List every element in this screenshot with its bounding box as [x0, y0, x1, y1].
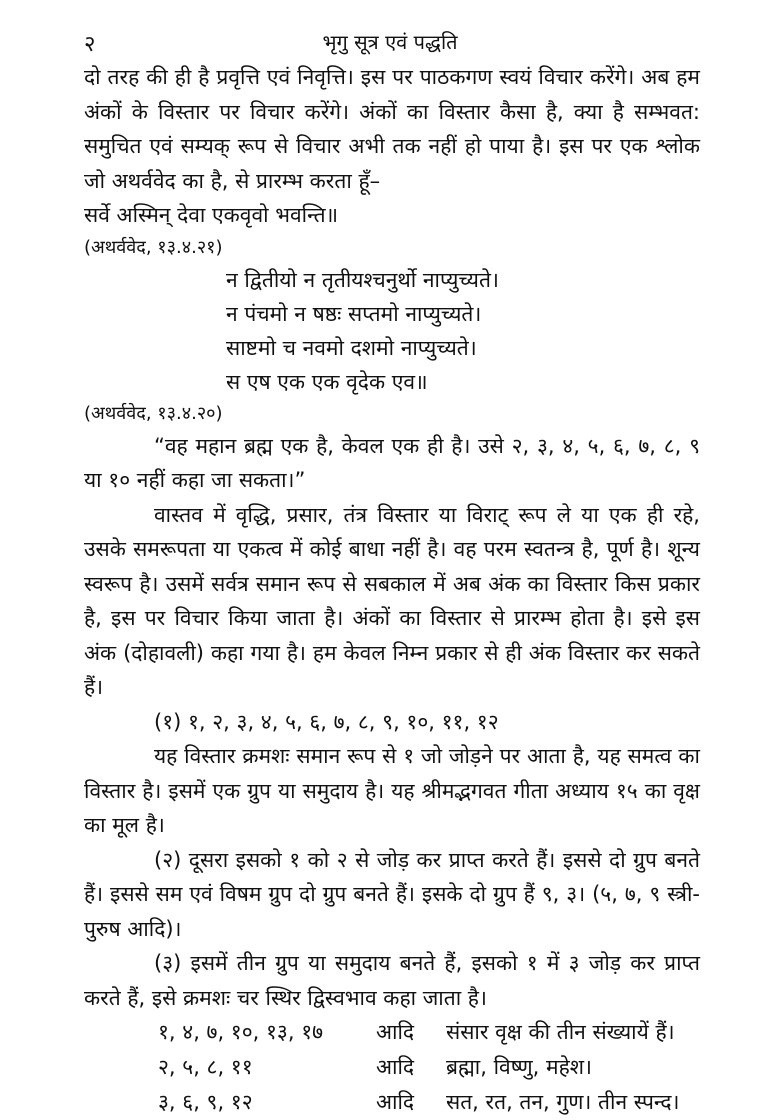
- sequence-line: (१) १, २, ३, ४, ५, ६, ७, ८, ९, १०, ११, १२: [154, 709, 499, 734]
- table-row: [158, 1015, 679, 1050]
- verse-line: न द्वितीयो न तृतीयश्चनुर्थो नाप्युच्यते।: [226, 267, 499, 292]
- adi-cell: आदि: [376, 1020, 415, 1045]
- quote-paragraph: “वह महान ब्रह्म एक है, केवल एक ही है। उसे २, ३, ४, ५, ६, ७, ८, ९ या १० नहीं कहा जा सकता।”: [84, 433, 700, 492]
- adi-cell: आदि: [376, 1055, 415, 1080]
- citation: (अथर्ववेद, १३.४.२०): [84, 402, 223, 424]
- body-paragraph: (३) इसमें तीन ग्रुप या समुदाय बनते हैं, इसको १ में ३ जोड़ कर प्राप्त करते हैं, इसे क्रमशः चर स्थिर द्विस्वभाव कहा जाता है।: [84, 951, 700, 1010]
- description-cell: सत, रत, तन, गुण। तीन स्पन्द।: [446, 1090, 680, 1115]
- numbers-cell: ३, ६, ९, १२: [158, 1090, 253, 1115]
- verse-line: न पंचमो न षष्ठः सप्तमो नाप्युच्यते।: [226, 301, 482, 326]
- verse-line: साष्टमो च नवमो दशमो नाप्युच्यते।: [226, 335, 477, 360]
- citation: (अथर्ववेद, १३.४.२१): [84, 236, 223, 258]
- adi-cell: आदि: [376, 1090, 415, 1115]
- verse-line: स एष एक एक वृदेक एव॥: [226, 369, 428, 394]
- verse-block: [84, 263, 700, 399]
- description-cell: संसार वृक्ष की तीन संख्यायें हैं।: [446, 1020, 675, 1045]
- numbers-cell: १, ४, ७, १०, १३, १७: [158, 1020, 324, 1045]
- body-paragraph: यह विस्तार क्रमशः समान रूप से १ जो जोड़ने पर आता है, यह समत्व का विस्तार है। इसमें एक ग्रुप या समुदाय है। यह श्रीमद्भगवत गीता अध्याय १५ का वृक्ष का मूल है।: [84, 744, 700, 837]
- page-body: [84, 60, 700, 1120]
- number-groups-table: [158, 1015, 679, 1120]
- page-header: [84, 28, 696, 58]
- body-paragraph: वास्तव में वृद्धि, प्रसार, तंत्र विस्तार या विराट् रूप ले या एक ही रहे, उसके समरूपता या एकत्व में कोई बाधा नहीं है। वह परम स्वतन्त्र है, पूर्ण है। शून्य स्वरूप है। उसमें सर्वत्र समान रूप से सबकाल में अब अंक का विस्तार किस प्रकार है, इस पर विचार किया जाता है। अंकों का विस्तार से प्रारम्भ होता है। इसे इस अंक (दोहावली) कहा गया है। हम केवल निम्न प्रकार से ही अंक विस्तार कर सकते हैं।: [84, 502, 700, 699]
- table-row: [158, 1050, 679, 1085]
- body-paragraph: (२) दूसरा इसको १ को २ से जोड़ कर प्राप्त करते हैं। इससे दो ग्रुप बनते हैं। इससे सम एवं विषम ग्रुप दो ग्रुप बनते हैं। इसके दो ग्रुप हैं ९, ३। (५, ७, ९ स्त्री-पुरुष आदि)।: [84, 847, 700, 941]
- page-number: २: [84, 32, 96, 57]
- numbers-cell: २, ५, ८, ११: [158, 1055, 253, 1080]
- description-cell: ब्रह्मा, विष्णु, महेश।: [446, 1055, 592, 1080]
- shloka-line: सर्वे अस्मिन् देवा एकवृवो भवन्ति॥: [84, 203, 339, 227]
- table-row: [158, 1085, 679, 1120]
- running-title: भृगु सूत्र एवं पद्धति: [322, 30, 458, 54]
- intro-paragraph: दो तरह की ही है प्रवृत्ति एवं निवृत्ति। इस पर पाठकगण स्वयं विचार करेंगे। अब हम अंकों के विस्तार पर विचार करेंगे। अंकों का विस्तार कैसा है, क्या है सम्भवत: समुचित एवं सम्यक् रूप से विचार अभी तक नहीं हो पाया है। इस पर एक श्लोक जो अथर्ववेद का है, से प्रारम्भ करता हूँ–: [84, 65, 700, 193]
